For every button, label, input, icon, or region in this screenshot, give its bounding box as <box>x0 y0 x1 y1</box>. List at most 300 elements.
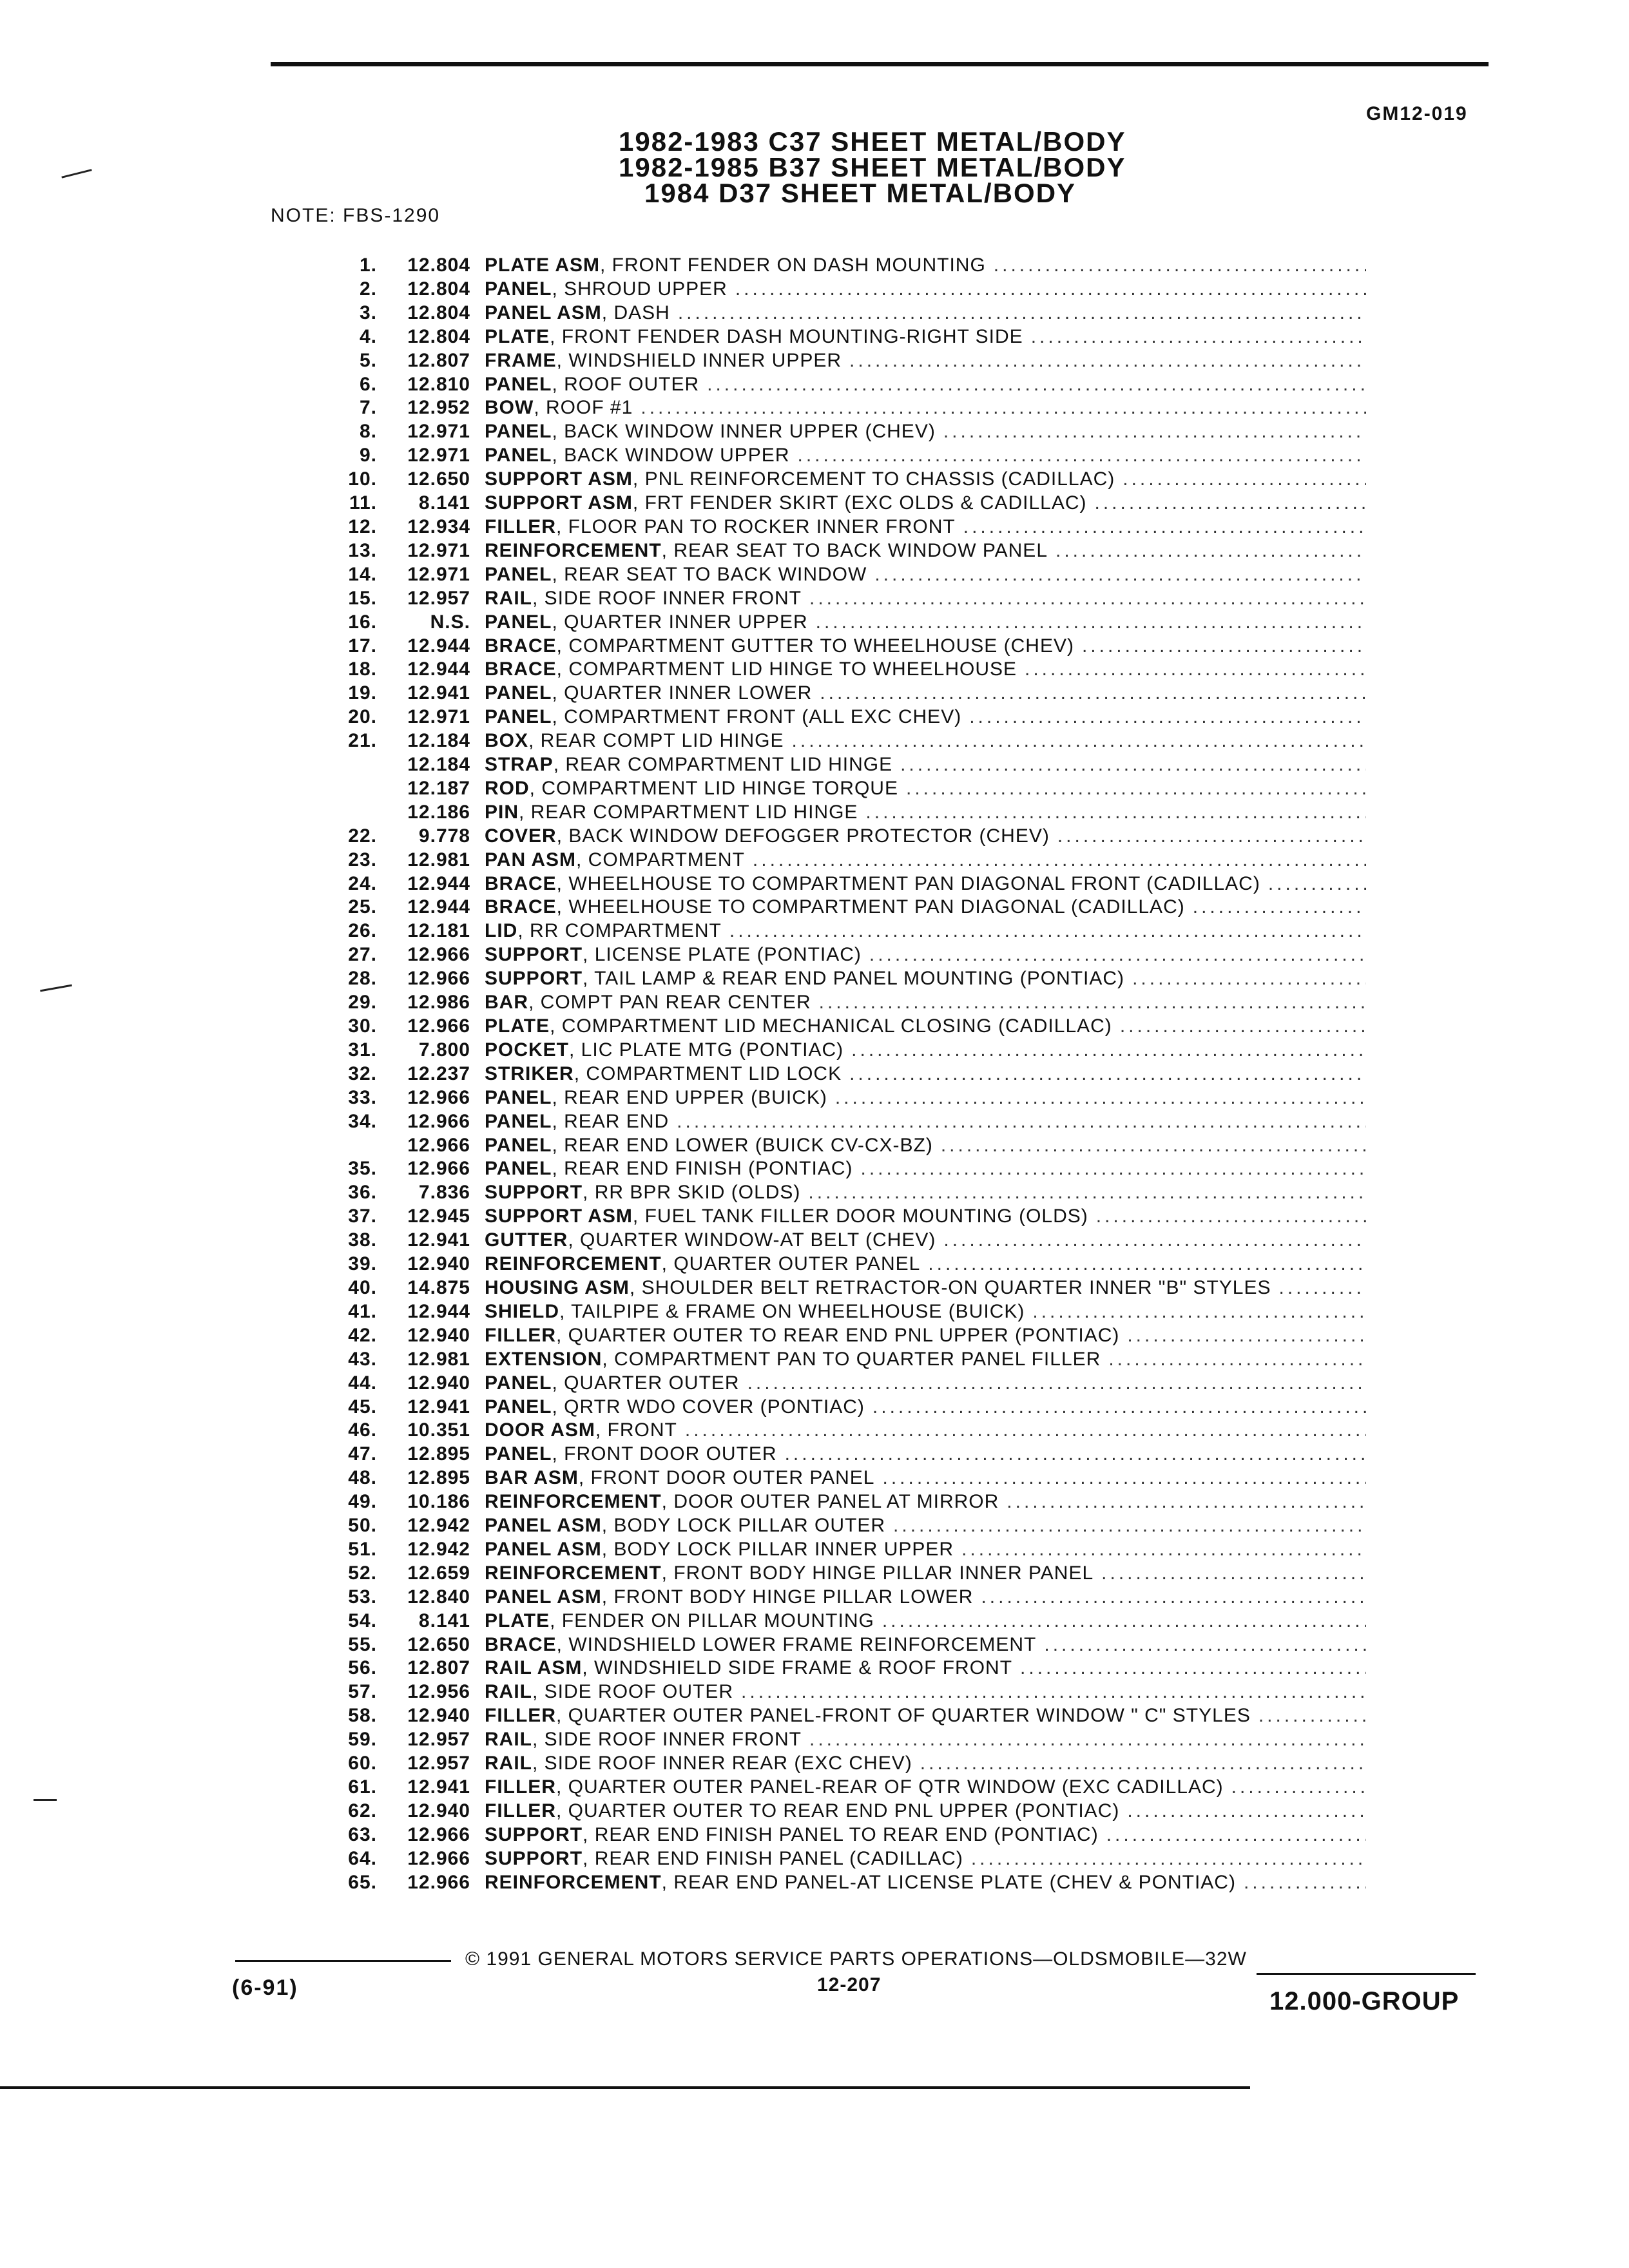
part-number: 20. <box>348 706 377 728</box>
part-name: HOUSING ASM <box>485 1276 630 1298</box>
bottom-rule <box>0 2086 1250 2089</box>
part-name: PANEL <box>485 1086 552 1108</box>
parts-row <box>303 1586 1366 1610</box>
title-line: 1982-1985 B37 SHEET METAL/BODY <box>619 152 1126 182</box>
dot-leader <box>874 563 1366 587</box>
part-group-code: 12.971 <box>407 706 470 728</box>
parts-row <box>303 587 1366 611</box>
part-description: , DOOR OUTER PANEL AT MIRROR <box>661 1491 999 1513</box>
dot-leader <box>994 254 1366 278</box>
dot-leader <box>961 1538 1366 1562</box>
parts-row <box>303 1157 1366 1181</box>
dot-leader <box>1127 1800 1366 1823</box>
part-description: , FENDER ON PILLAR MOUNTING <box>550 1610 874 1631</box>
part-number: 12. <box>348 515 377 537</box>
part-name: BAR ASM <box>485 1467 579 1489</box>
parts-row <box>303 1229 1366 1253</box>
margin-mark <box>40 985 72 992</box>
dot-leader <box>1031 325 1366 349</box>
parts-row <box>303 753 1366 777</box>
part-number: 62. <box>348 1800 377 1821</box>
parts-row <box>303 1610 1366 1633</box>
part-name: REINFORCEMENT <box>485 1562 662 1584</box>
part-description: , LICENSE PLATE (PONTIAC) <box>583 944 862 966</box>
part-name: LID <box>485 920 518 942</box>
part-number: 30. <box>348 1015 377 1037</box>
part-description: , REAR END LOWER (BUICK CV-CX-BZ) <box>552 1134 933 1156</box>
parts-row <box>303 706 1366 729</box>
part-number: 18. <box>348 658 377 680</box>
part-number: 61. <box>348 1776 377 1798</box>
dot-leader <box>1007 1490 1366 1514</box>
part-number: 33. <box>348 1086 377 1108</box>
dot-leader <box>1101 1562 1366 1586</box>
part-group-code: 12.804 <box>407 302 470 323</box>
part-number: 41. <box>348 1300 377 1322</box>
part-group-code: 12.944 <box>407 872 470 894</box>
part-description: , QUARTER OUTER PANEL <box>661 1253 921 1275</box>
part-name: PANEL <box>485 1134 552 1156</box>
part-name: BOW <box>485 397 534 419</box>
part-group-code: 12.957 <box>407 1729 470 1751</box>
part-number: 34. <box>348 1110 377 1132</box>
parts-row <box>303 349 1366 373</box>
part-description: , LIC PLATE MTG (PONTIAC) <box>569 1039 844 1061</box>
footer-page-number: 12-207 <box>817 1974 882 1995</box>
part-description: , BODY LOCK PILLAR OUTER <box>601 1515 886 1537</box>
part-name: PANEL <box>485 1396 552 1418</box>
part-name: PANEL <box>485 421 552 443</box>
parts-row <box>303 420 1366 444</box>
dot-leader <box>900 753 1366 777</box>
dot-leader <box>920 1752 1366 1776</box>
part-group-code: 12.650 <box>407 468 470 490</box>
part-group-code: 10.186 <box>407 1491 470 1513</box>
dot-leader <box>809 587 1366 611</box>
part-description: , FLOOR PAN TO ROCKER INNER FRONT <box>556 515 956 537</box>
dot-leader <box>741 1680 1366 1704</box>
parts-row <box>303 1039 1366 1062</box>
part-number: 60. <box>348 1753 377 1774</box>
part-number: 4. <box>359 325 377 347</box>
part-name: RAIL <box>485 1753 532 1774</box>
dot-leader <box>869 943 1366 967</box>
parts-row <box>303 1704 1366 1728</box>
part-description: , TAIL LAMP & REAR END PANEL MOUNTING (PONTIAC) <box>583 968 1125 990</box>
part-group-code: 12.940 <box>407 1324 470 1346</box>
part-name: REINFORCEMENT <box>485 1871 662 1893</box>
dot-leader <box>943 420 1366 444</box>
dot-leader <box>906 777 1366 801</box>
parts-row <box>303 635 1366 658</box>
part-name: PIN <box>485 801 519 823</box>
part-description: , COMPARTMENT GUTTER TO WHEELHOUSE (CHEV) <box>556 635 1074 657</box>
part-group-code: 12.940 <box>407 1372 470 1394</box>
part-description: , REAR END FINISH PANEL TO REAR END (PONTIAC) <box>583 1823 1099 1845</box>
part-group-code: 12.966 <box>407 1847 470 1869</box>
part-group-code: 12.942 <box>407 1515 470 1537</box>
parts-row <box>303 1419 1366 1443</box>
dot-leader <box>816 611 1366 635</box>
part-number: 54. <box>348 1610 377 1631</box>
part-description: , SHROUD UPPER <box>552 278 728 300</box>
part-number: 44. <box>348 1372 377 1394</box>
part-group-code: 12.966 <box>407 1110 470 1132</box>
part-number: 50. <box>348 1515 377 1537</box>
dot-leader <box>928 1253 1366 1276</box>
part-name: PANEL ASM <box>485 1538 602 1560</box>
part-group-code: 12.986 <box>407 992 470 1014</box>
parts-row <box>303 1776 1366 1800</box>
parts-row <box>303 896 1366 919</box>
dot-leader <box>1055 539 1366 563</box>
part-group-code: 12.941 <box>407 1229 470 1251</box>
dot-leader <box>1231 1776 1366 1800</box>
part-description: , COMPARTMENT <box>576 849 745 870</box>
part-description: , BACK WINDOW DEFOGGER PROTECTOR (CHEV) <box>556 825 1050 847</box>
part-group-code: 12.237 <box>407 1062 470 1084</box>
part-description: , QUARTER WINDOW-AT BELT (CHEV) <box>568 1229 936 1251</box>
part-group-code: 12.807 <box>407 1657 470 1679</box>
part-name: PAN ASM <box>485 849 576 870</box>
parts-row <box>303 1324 1366 1348</box>
part-group-code: 12.981 <box>407 1348 470 1370</box>
part-name: FRAME <box>485 349 557 371</box>
parts-row <box>303 1847 1366 1871</box>
parts-row <box>303 373 1366 397</box>
part-description: , REAR COMPARTMENT LID HINGE <box>519 801 858 823</box>
part-description: , QUARTER INNER LOWER <box>552 682 813 704</box>
document-id: GM12-019 <box>1366 103 1468 124</box>
part-description: , WINDSHIELD INNER UPPER <box>556 349 842 371</box>
part-description: , FRT FENDER SKIRT (EXC OLDS & CADILLAC) <box>632 492 1087 514</box>
dot-leader <box>1096 1205 1366 1229</box>
part-name: REINFORCEMENT <box>485 539 662 561</box>
part-group-code: 12.944 <box>407 635 470 657</box>
part-group-code: 12.184 <box>407 754 470 776</box>
dot-leader <box>785 1443 1366 1466</box>
dot-leader <box>747 1372 1366 1396</box>
dot-leader <box>677 1110 1366 1134</box>
part-number: 26. <box>348 920 377 942</box>
part-name: REINFORCEMENT <box>485 1491 662 1513</box>
part-number: 8. <box>359 421 377 443</box>
parts-row <box>303 1300 1366 1324</box>
parts-row <box>303 396 1366 420</box>
dot-leader <box>1057 825 1366 849</box>
part-name: STRIKER <box>485 1062 574 1084</box>
part-description: , FRONT DOOR OUTER PANEL <box>578 1467 875 1489</box>
part-group-code: 12.966 <box>407 1086 470 1108</box>
part-description: , FRONT FENDER DASH MOUNTING-RIGHT SIDE <box>550 325 1023 347</box>
part-number: 42. <box>348 1324 377 1346</box>
part-description: , QUARTER INNER UPPER <box>552 611 808 633</box>
part-name: SUPPORT <box>485 1847 583 1869</box>
part-name: PANEL <box>485 445 552 466</box>
part-name: PANEL <box>485 1443 552 1465</box>
part-number: 23. <box>348 849 377 870</box>
part-group-code: 12.941 <box>407 1396 470 1418</box>
part-number: 48. <box>348 1467 377 1489</box>
part-description: , BODY LOCK PILLAR INNER UPPER <box>601 1538 954 1560</box>
part-number: 47. <box>348 1443 377 1465</box>
part-name: BRACE <box>485 1633 557 1655</box>
part-description: , QUARTER OUTER <box>552 1372 740 1394</box>
part-name: BRACE <box>485 635 557 657</box>
part-name: SUPPORT ASM <box>485 1206 633 1227</box>
part-number: 46. <box>348 1419 377 1441</box>
margin-mark <box>34 1799 57 1801</box>
part-name: SUPPORT ASM <box>485 468 633 490</box>
parts-row <box>303 1372 1366 1396</box>
part-group-code: 12.804 <box>407 325 470 347</box>
part-description: , QUARTER OUTER TO REAR END PNL UPPER (PONTIAC) <box>556 1324 1120 1346</box>
part-description: , WHEELHOUSE TO COMPARTMENT PAN DIAGONAL (CADILLAC) <box>556 896 1185 918</box>
dot-leader <box>1123 468 1366 492</box>
parts-row <box>303 967 1366 991</box>
part-description: , ROOF OUTER <box>552 373 700 395</box>
part-group-code: 12.941 <box>407 682 470 704</box>
part-group-code: 12.952 <box>407 397 470 419</box>
part-number: 29. <box>348 992 377 1014</box>
parts-row <box>303 515 1366 539</box>
part-group-code: 12.944 <box>407 896 470 918</box>
parts-row <box>303 801 1366 825</box>
part-name: FILLER <box>485 1324 556 1346</box>
part-number: 19. <box>348 682 377 704</box>
part-group-code: 12.840 <box>407 1586 470 1608</box>
part-description: , WINDSHIELD LOWER FRAME REINFORCEMENT <box>556 1633 1037 1655</box>
part-number: 10. <box>348 468 377 490</box>
part-description: , SIDE ROOF INNER FRONT <box>532 1729 802 1751</box>
dot-leader <box>941 1134 1366 1158</box>
part-description: , COMPARTMENT LID LOCK <box>574 1062 842 1084</box>
parts-row <box>303 1871 1366 1895</box>
dot-leader <box>753 849 1366 872</box>
part-group-code: 12.956 <box>407 1681 470 1703</box>
parts-row <box>303 278 1366 302</box>
parts-row <box>303 1110 1366 1134</box>
parts-row <box>303 1348 1366 1372</box>
dot-leader <box>641 396 1366 420</box>
part-name: ROD <box>485 777 530 799</box>
part-description: , FRONT BODY HINGE PILLAR INNER PANEL <box>661 1562 1094 1584</box>
part-description: , QRTR WDO COVER (PONTIAC) <box>552 1396 865 1418</box>
part-name: SUPPORT <box>485 1182 583 1204</box>
part-group-code: 12.807 <box>407 349 470 371</box>
part-number: 1. <box>359 255 377 276</box>
parts-row <box>303 1562 1366 1586</box>
part-number: 3. <box>359 302 377 323</box>
part-group-code: 12.966 <box>407 968 470 990</box>
parts-row <box>303 492 1366 515</box>
dot-leader <box>943 1229 1366 1253</box>
part-group-code: 12.971 <box>407 421 470 443</box>
part-group-code: 12.966 <box>407 1823 470 1845</box>
parts-row <box>303 1181 1366 1205</box>
dot-leader <box>1120 1015 1366 1039</box>
part-number: 5. <box>359 349 377 371</box>
dot-leader <box>678 302 1366 325</box>
part-group-code: 12.940 <box>407 1253 470 1275</box>
part-group-code: 12.966 <box>407 944 470 966</box>
part-description: , REAR SEAT TO BACK WINDOW <box>552 563 867 585</box>
parts-row <box>303 825 1366 849</box>
part-group-code: 12.971 <box>407 445 470 466</box>
part-description: , COMPARTMENT PAN TO QUARTER PANEL FILLER <box>602 1348 1101 1370</box>
parts-row <box>303 658 1366 682</box>
part-name: GUTTER <box>485 1229 568 1251</box>
part-group-code: 12.966 <box>407 1015 470 1037</box>
part-number: 17. <box>348 635 377 657</box>
part-name: FILLER <box>485 1705 556 1727</box>
part-name: PANEL <box>485 278 552 300</box>
part-description: , SHOULDER BELT RETRACTOR-ON QUARTER INNER "B" STYLES <box>629 1276 1271 1298</box>
part-group-code: 12.966 <box>407 1158 470 1180</box>
part-group-code: 12.659 <box>407 1562 470 1584</box>
dot-leader <box>851 1039 1366 1062</box>
part-number: 6. <box>359 373 377 395</box>
part-number: 14. <box>348 563 377 585</box>
part-number: 31. <box>348 1039 377 1061</box>
part-number: 53. <box>348 1586 377 1608</box>
part-number: 40. <box>348 1276 377 1298</box>
dot-leader <box>860 1157 1366 1181</box>
part-number: 7. <box>359 397 377 419</box>
part-description: , QUARTER OUTER PANEL-REAR OF QTR WINDOW (EXC CADILLAC) <box>556 1776 1224 1798</box>
part-group-code: 12.184 <box>407 730 470 752</box>
part-number: 56. <box>348 1657 377 1679</box>
part-number: 36. <box>348 1182 377 1204</box>
part-description: , FRONT FENDER ON DASH MOUNTING <box>600 255 986 276</box>
part-name: PANEL <box>485 611 552 633</box>
footer-rule <box>235 1960 451 1962</box>
part-name: SUPPORT ASM <box>485 492 633 514</box>
parts-row <box>303 682 1366 706</box>
part-number: 45. <box>348 1396 377 1418</box>
part-group-code: 12.981 <box>407 849 470 870</box>
part-description: , BACK WINDOW INNER UPPER (CHEV) <box>552 421 936 443</box>
part-number: 13. <box>348 539 377 561</box>
parts-row <box>303 1514 1366 1538</box>
part-number: 64. <box>348 1847 377 1869</box>
dot-leader <box>1268 872 1366 896</box>
parts-row <box>303 1253 1366 1276</box>
part-name: PANEL <box>485 1110 552 1132</box>
dot-leader <box>849 1062 1366 1086</box>
dot-leader <box>981 1586 1366 1610</box>
part-name: RAIL <box>485 1681 532 1703</box>
part-description: , SIDE ROOF INNER REAR (EXC CHEV) <box>532 1753 912 1774</box>
parts-row <box>303 729 1366 753</box>
part-name: PANEL ASM <box>485 302 602 323</box>
part-group-code: 12.186 <box>407 801 470 823</box>
part-group-code: 12.940 <box>407 1800 470 1821</box>
parts-row <box>303 1396 1366 1419</box>
parts-row <box>303 872 1366 896</box>
parts-row <box>303 991 1366 1015</box>
parts-row <box>303 444 1366 468</box>
part-group-code: 12.895 <box>407 1467 470 1489</box>
parts-row <box>303 1466 1366 1490</box>
footer-rule <box>1257 1973 1476 1975</box>
dot-leader <box>865 801 1366 825</box>
part-number: 57. <box>348 1681 377 1703</box>
parts-row <box>303 1633 1366 1657</box>
dot-leader <box>1095 492 1366 515</box>
dot-leader <box>1244 1871 1366 1895</box>
part-name: PLATE ASM <box>485 255 600 276</box>
dot-leader <box>963 515 1366 539</box>
part-number: 37. <box>348 1206 377 1227</box>
part-number: 24. <box>348 872 377 894</box>
header-rule <box>271 62 1489 66</box>
part-name: BRACE <box>485 896 557 918</box>
part-number: 39. <box>348 1253 377 1275</box>
part-group-code: 12.971 <box>407 539 470 561</box>
parts-row <box>303 1538 1366 1562</box>
part-group-code: 12.941 <box>407 1776 470 1798</box>
parts-row <box>303 1062 1366 1086</box>
part-description: , REAR COMPARTMENT LID HINGE <box>553 754 893 776</box>
part-number: 55. <box>348 1633 377 1655</box>
dot-leader <box>735 278 1366 302</box>
part-name: FILLER <box>485 515 556 537</box>
part-description: , COMPARTMENT FRONT (ALL EXC CHEV) <box>552 706 962 728</box>
part-number: 22. <box>348 825 377 847</box>
parts-row <box>303 1276 1366 1300</box>
part-group-code: 9.778 <box>418 825 470 847</box>
part-group-code: 12.945 <box>407 1206 470 1227</box>
dot-leader <box>1132 967 1366 991</box>
dot-leader <box>820 682 1366 706</box>
part-group-code: 12.966 <box>407 1134 470 1156</box>
part-group-code: 12.944 <box>407 1300 470 1322</box>
part-number: 51. <box>348 1538 377 1560</box>
dot-leader <box>729 919 1366 943</box>
dot-leader <box>1020 1657 1366 1680</box>
parts-row <box>303 943 1366 967</box>
part-description: , COMPARTMENT LID MECHANICAL CLOSING (CADILLAC) <box>550 1015 1112 1037</box>
dot-leader <box>792 729 1366 753</box>
parts-row <box>303 777 1366 801</box>
part-description: , FRONT DOOR OUTER <box>552 1443 777 1465</box>
part-group-code: 7.800 <box>418 1039 470 1061</box>
part-number: 2. <box>359 278 377 300</box>
part-number: 49. <box>348 1491 377 1513</box>
part-description: , PNL REINFORCEMENT TO CHASSIS (CADILLAC) <box>632 468 1115 490</box>
part-name: PLATE <box>485 325 550 347</box>
parts-row <box>303 325 1366 349</box>
dot-leader <box>1127 1324 1366 1348</box>
parts-row <box>303 1443 1366 1466</box>
part-name: PLATE <box>485 1610 550 1631</box>
dot-leader <box>1044 1633 1366 1657</box>
part-name: COVER <box>485 825 557 847</box>
part-name: SUPPORT <box>485 944 583 966</box>
part-number: 59. <box>348 1729 377 1751</box>
part-name: RAIL <box>485 1729 532 1751</box>
part-group-code: 8.141 <box>418 492 470 514</box>
part-number: 25. <box>348 896 377 918</box>
part-name: DOOR ASM <box>485 1419 595 1441</box>
parts-row <box>303 563 1366 587</box>
part-name: PLATE <box>485 1015 550 1037</box>
part-group-code: 12.942 <box>407 1538 470 1560</box>
dot-leader <box>893 1514 1366 1538</box>
parts-list <box>303 254 1366 1895</box>
part-name: BAR <box>485 992 528 1014</box>
